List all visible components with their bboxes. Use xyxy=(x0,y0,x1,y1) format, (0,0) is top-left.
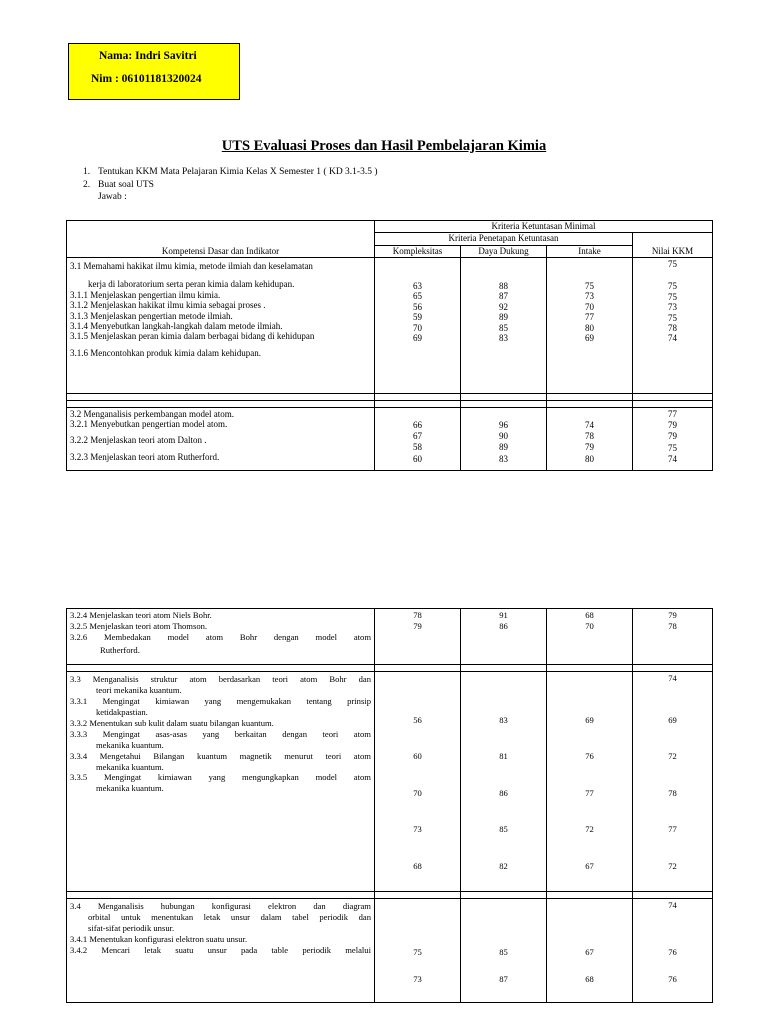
section-3-4-text: 3.4 Menganalisis hubungan konfigurasi elektron dan diagram orbital untuk menentukan letak unsur dalam tabel periodik dan sifat-sifat periodik unsur. 3.4.1 Menentukan konfigurasi elektron suatu unsur. 3.4.2 Mencari letak suatu unsur pada table periodik melalui xyxy=(67,899,375,1003)
section-3-2-cont-daya-dukung: 91 86 xyxy=(461,609,547,665)
header-penetapan: Kriteria Penetapan Ketuntasan xyxy=(375,233,633,246)
section-3-4-intake: 67 68 xyxy=(547,899,633,1003)
section-3-2-cont-kompleksitas: 78 79 xyxy=(375,609,461,665)
section-3-2-kompleksitas: 66 67 58 60 xyxy=(375,408,461,471)
section-3-4-kompleksitas: 75 73 xyxy=(375,899,461,1003)
header-kompleksitas: Kompleksitas xyxy=(375,246,461,258)
section-3-1-daya-dukung: 88 87 92 89 85 83 xyxy=(461,258,547,394)
section-3-1-nilai: 75 75 75 73 75 78 74 xyxy=(633,258,713,394)
section-3-3-daya-dukung: 83 81 86 85 82 xyxy=(461,672,547,892)
kkm-table-page-1 xyxy=(66,220,713,471)
header-intake: Intake xyxy=(547,246,633,258)
header-nilai-kkm: Nilai KKM xyxy=(633,233,713,258)
section-3-4-nilai: 74 76 76 xyxy=(633,899,713,1003)
section-3-1-text: 3.1 Memahami hakikat ilmu kimia, metode ilmiah dan keselamatan kerja di laboratorium serta peran kimia dalam kehidupan. 3.1.1 Menjelaskan pengertian ilmu kimia. 3.1.2 Menjelaskan hakikat ilmu kimia sebagai proses . 3.1.3 Menjelaskan pengertian metode ilmiah. 3.1.4 Menyebutkan langkah-langkah dalam metode ilmiah. 3.1.5 Menjelaskan peran kimia dalam berbagai bidang di kehidupan 3.1.6 Mencontohkan produk kimia dalam kehidupan. xyxy=(67,258,375,394)
instruction-2: 2. Buat soal UTS xyxy=(83,180,154,190)
section-3-1-row xyxy=(67,258,713,394)
section-3-2-cont-intake: 68 70 xyxy=(547,609,633,665)
section-3-4-daya-dukung: 85 87 xyxy=(461,899,547,1003)
section-3-3-text: 3.3 Menganalisis struktur atom berdasarkan teori atom Bohr dan teori mekanika kuantum. 3.3.1 Mengingat kimiawan yang mengemukakan tentang prinsip ketidakpastian. 3.3.2 Menentukan sub kulit dalam suatu bilangan kuantum. 3.3.3 Mengingat asas-asas yang berkaitan dengan teori atom mekanika kuantum. 3.3.4 Mengetahui Bilangan kuantum magnetik menurut teori atom mekanika kuantum. 3.3.5 Mengingat kimiawan yang mengungkapkan model atom mekanika kuantum. xyxy=(67,672,375,892)
section-3-2-intake: 74 78 79 80 xyxy=(547,408,633,471)
section-3-3-nilai: 74 69 72 78 77 72 xyxy=(633,672,713,892)
section-3-3-intake: 69 76 77 72 67 xyxy=(547,672,633,892)
section-3-2-cont-row xyxy=(67,609,713,665)
student-name: Nama: Indri Savitri xyxy=(99,50,197,62)
section-3-2-nilai: 77 79 79 75 74 xyxy=(633,408,713,471)
header-daya-dukung: Daya Dukung xyxy=(461,246,547,258)
section-3-1-kompleksitas: 63 65 56 59 70 69 xyxy=(375,258,461,394)
section-3-2-cont-nilai: 79 78 xyxy=(633,609,713,665)
instruction-1: 1. Tentukan KKM Mata Pelajaran Kimia Kelas X Semester 1 ( KD 3.1-3.5 ) xyxy=(83,167,378,177)
kkm-table-page-2 xyxy=(66,608,713,1003)
section-3-4-row xyxy=(67,899,713,1003)
student-info-box xyxy=(68,43,240,100)
page-title: UTS Evaluasi Proses dan Hasil Pembelajaran Kimia xyxy=(221,138,547,154)
section-3-2-cont-text: 3.2.4 Menjelaskan teori atom Niels Bohr. 3.2.5 Menjelaskan teori atom Thomson. 3.2.6 Membedakan model atom Bohr dengan model atom Rutherford. xyxy=(67,609,375,665)
answer-label: Jawab : xyxy=(98,192,127,202)
student-nim: Nim : 06101181320024 xyxy=(91,73,202,85)
header-kkm: Kriteria Ketuntasan Minimal xyxy=(375,221,713,233)
section-3-2-text: 3.2 Menganalisis perkembangan model atom. 3.2.1 Menyebutkan pengertian model atom. 3.2.2 Menjelaskan teori atom Dalton . 3.2.3 Menjelaskan teori atom Rutherford. xyxy=(67,408,375,471)
section-3-3-kompleksitas: 56 60 70 73 68 xyxy=(375,672,461,892)
section-3-1-intake: 75 73 70 77 80 69 xyxy=(547,258,633,394)
header-kompetensi: Kompetensi Dasar dan Indikator xyxy=(67,221,375,258)
section-3-2-daya-dukung: 96 90 89 83 xyxy=(461,408,547,471)
section-3-3-row xyxy=(67,672,713,892)
section-3-2-row xyxy=(67,408,713,471)
